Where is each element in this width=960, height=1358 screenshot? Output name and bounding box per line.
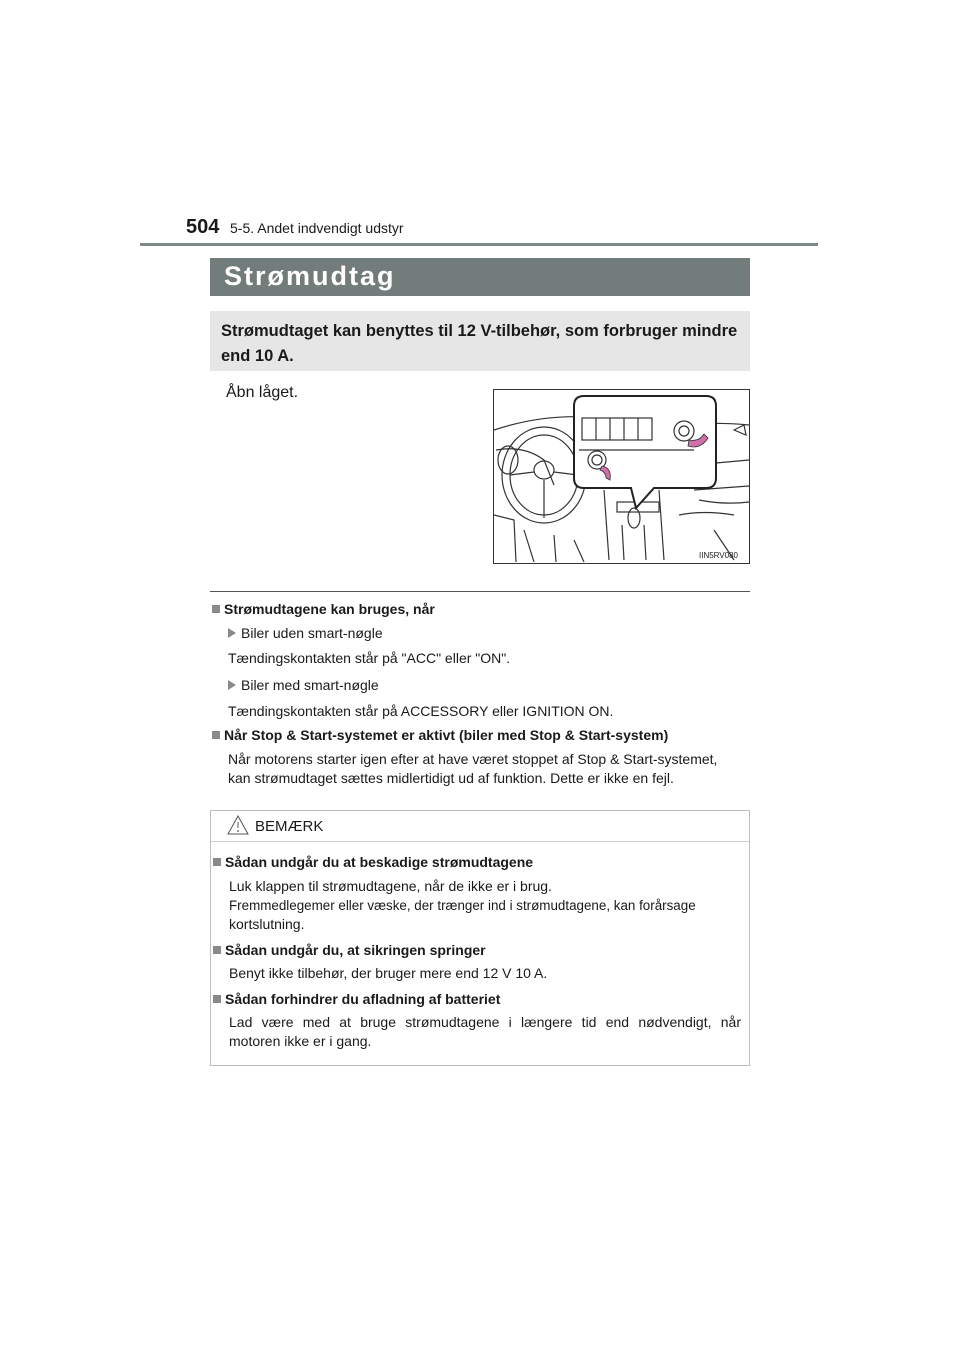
square-bullet-icon xyxy=(212,605,220,613)
square-bullet-icon xyxy=(212,731,220,739)
notice-heading-damage: Sådan undgår du at beskadige strømudtagene xyxy=(213,853,533,872)
intro-text: Strømudtaget kan benyttes til 12 V-tilbehør, som forbruger mindre end 10 A. xyxy=(221,322,738,365)
page-title: Strømudtag xyxy=(224,261,396,291)
notice-text-battery-1: Lad være med at bruge strømudtagene i længere tid end nødvendigt, når xyxy=(229,1014,741,1030)
info-text-acc-on: Tændingskontakten står på "ACC" eller "ON". xyxy=(228,650,511,666)
section-divider xyxy=(210,591,750,592)
notice-text-fuse: Benyt ikke tilbehør, der bruger mere end 12 V 10 A. xyxy=(229,965,548,981)
square-bullet-icon xyxy=(213,946,221,954)
info-text-stop-start-1: Når motorens starter igen efter at have været stoppet af Stop & Start-systemet, xyxy=(228,751,718,767)
title-bar xyxy=(210,258,750,296)
step-instruction: Åbn låget. xyxy=(226,384,299,401)
notice-header-divider xyxy=(211,841,749,842)
square-bullet-icon xyxy=(213,995,221,1003)
triangle-bullet-icon xyxy=(228,628,236,638)
info-sub-smartkey: Biler med smart-nøgle xyxy=(228,676,379,695)
notice-heading-fuse: Sådan undgår du, at sikringen springer xyxy=(213,941,486,960)
illustration-code: IIN5RV080 xyxy=(699,551,738,560)
notice-heading-battery: Sådan forhindrer du afladning af batteriet xyxy=(213,990,500,1009)
info-heading-when-usable: Strømudtagene kan bruges, når xyxy=(212,600,435,619)
section-reference: 5-5. Andet indvendigt udstyr xyxy=(230,220,404,236)
info-text-stop-start-2: kan strømudtaget sættes midlertidigt ud af funktion. Dette er ikke en fejl. xyxy=(228,770,674,786)
info-text-accessory: Tændingskontakten står på ACCESSORY eller IGNITION ON. xyxy=(228,703,614,719)
square-bullet-icon xyxy=(213,858,221,866)
dashboard-illustration xyxy=(493,389,750,564)
power-outlet-diagram xyxy=(494,390,749,563)
notice-text-foreign-objects: Fremmedlegemer eller væske, der trænger ind i strømudtagene, kan forårsage xyxy=(229,898,696,913)
page-number: 504 xyxy=(186,216,220,238)
notice-title: BEMÆRK xyxy=(255,818,324,835)
triangle-bullet-icon xyxy=(228,680,236,690)
notice-box xyxy=(210,810,750,1066)
notice-text-close-cover: Luk klappen til strømudtagene, når de ikke er i brug. xyxy=(229,878,552,894)
notice-text-short-circuit: kortslutning. xyxy=(229,916,305,932)
info-sub-no-smartkey: Biler uden smart-nøgle xyxy=(228,624,383,643)
notice-text-battery-2: motoren ikke er i gang. xyxy=(229,1033,372,1049)
header-divider xyxy=(140,243,818,246)
warning-icon xyxy=(227,815,249,835)
info-heading-stop-start: Når Stop & Start-systemet er aktivt (biler med Stop & Start-system) xyxy=(212,726,668,745)
intro-box xyxy=(210,311,750,371)
